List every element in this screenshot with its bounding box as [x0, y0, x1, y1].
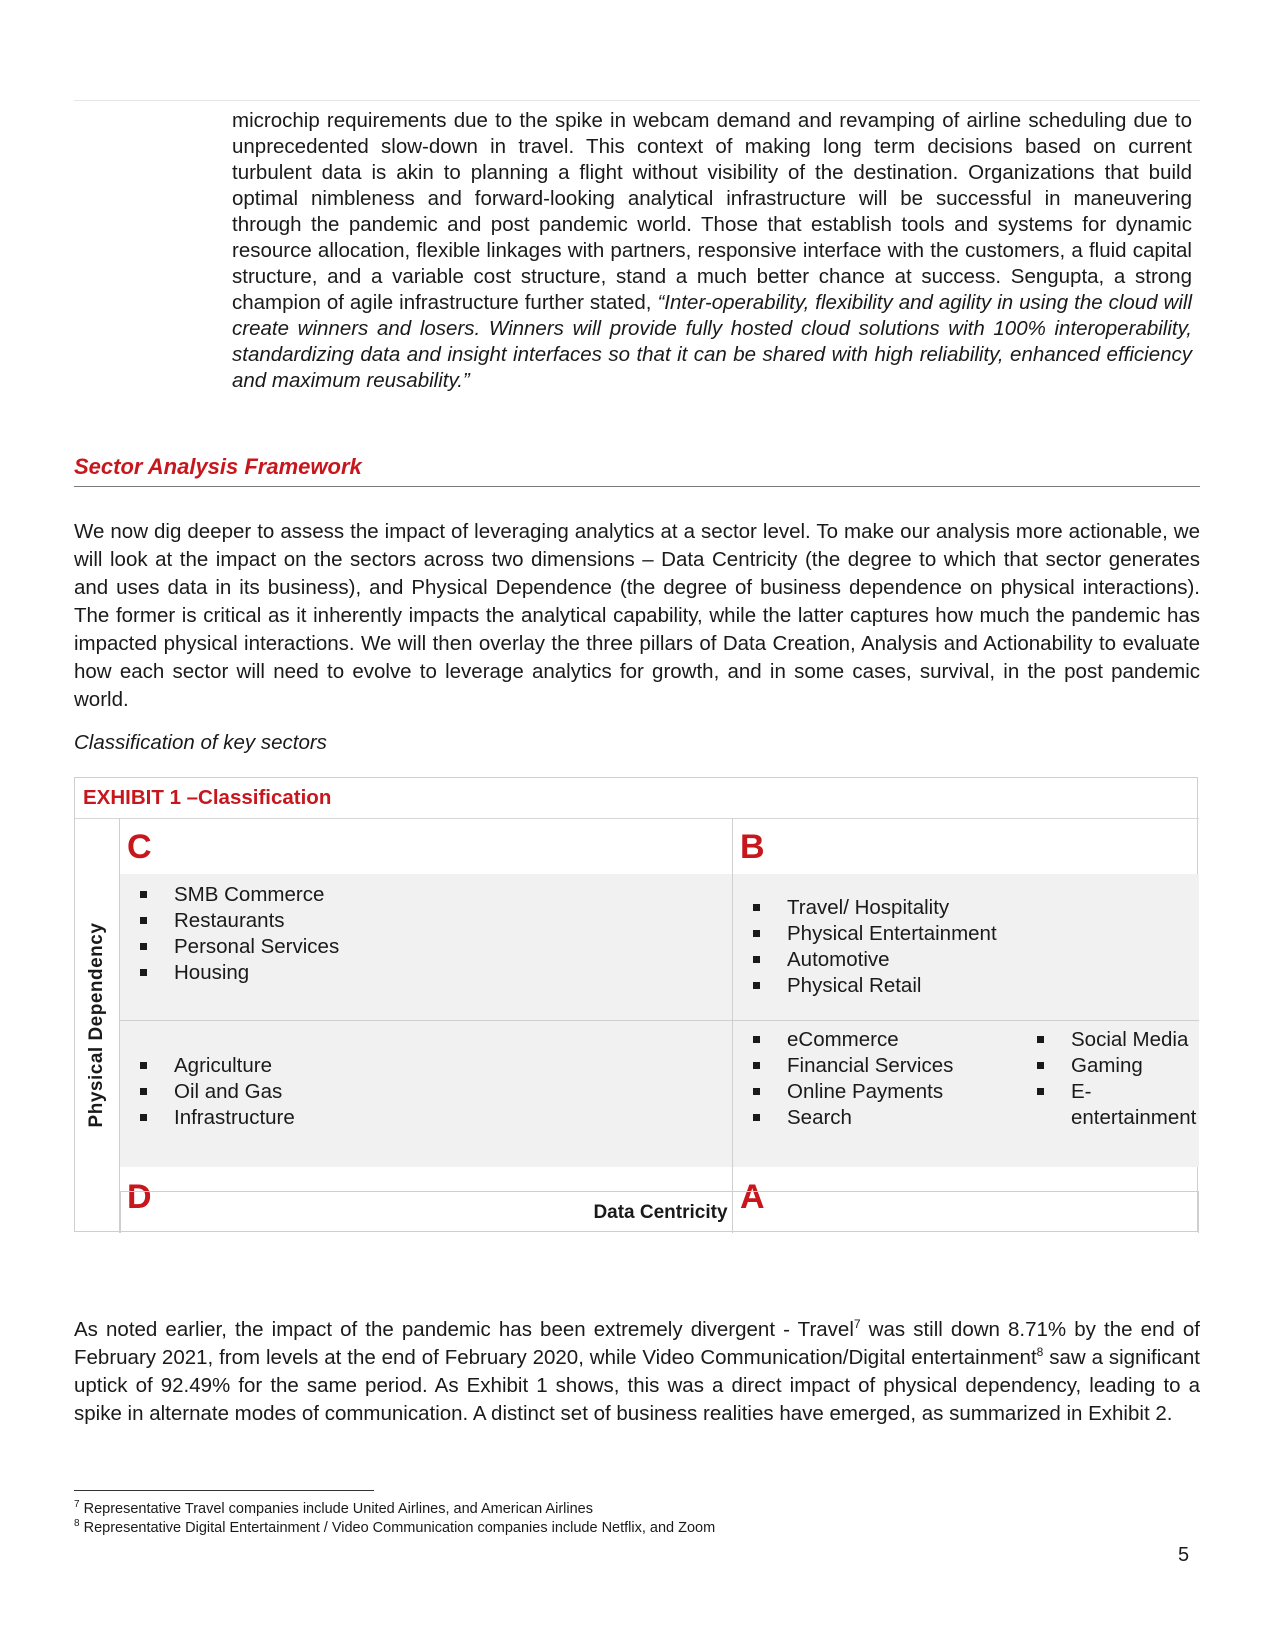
footnote-ref-8: 8 — [1036, 1345, 1044, 1360]
list-item: Agriculture — [128, 1053, 295, 1079]
list-item: SMB Commerce — [128, 882, 339, 908]
exhibit-title-rule — [75, 818, 1199, 819]
quadrant-b — [733, 874, 1199, 1020]
closing-paragraph — [74, 1316, 1200, 1428]
intro-paragraph — [232, 108, 1192, 394]
list-item: Financial Services — [741, 1053, 953, 1079]
list-item: Restaurants — [128, 908, 339, 934]
quadrant-d-letter: D — [127, 1178, 152, 1216]
exhibit-title: EXHIBIT 1 –Classification — [83, 786, 332, 809]
intro-quote: “Inter-operability, flexibility and agility in using the cloud will create winners and losers. Winners will provide fully hosted cloud solutions with 100% interoperability, standardizing data and insight interfaces so that it can be shared with high reliability, enhanced efficiency and maximum reusability.” — [232, 291, 1192, 392]
list-item: E-entertainment — [1025, 1079, 1199, 1131]
intro-text: microchip requirements due to the spike in webcam demand and revamping of airline scheduling due to unprecedented slow-down in travel. This context of making long term decisions based on current turbulent data is akin to planning a flight without visibility of the destination. Organizations that build optimal nimbleness and forward-looking analytical infrastructure will be successful in maneuvering through the pandemic and post pandemic world. Those that establish tools and systems for dynamic resource allocation, flexible linkages with partners, responsive interface with the customers, a fluid capital structure, and a variable cost structure, stand a much better chance at success. Sengupta, a strong champion of agile infrastructure further stated, — [232, 109, 1192, 314]
closing-text-3: saw a significant uptick of 92.49% for the same period. As Exhibit 1 shows, this was a direct impact of physical dependency, leading to a spike in alternate modes of communication. A distinct set of business realities have emerged, as summarized in Exhibit 2. — [74, 1346, 1201, 1425]
quadrant-a-list-right — [1025, 1027, 1199, 1131]
list-item: Travel/ Hospitality — [741, 895, 997, 921]
quadrant-a — [733, 1021, 1199, 1167]
quadrant-b-letter: B — [740, 828, 765, 866]
page-number: 5 — [1178, 1544, 1190, 1566]
footnote-mark: 7 — [74, 1499, 80, 1511]
quadrant-vertical-divider — [732, 818, 733, 1233]
list-item: Oil and Gas — [128, 1079, 295, 1105]
x-axis-box — [120, 1191, 1199, 1233]
exhibit-caption: Classification of key sectors — [74, 731, 327, 754]
list-item: Gaming — [1025, 1053, 1199, 1079]
x-axis-label: Data Centricity — [593, 1202, 728, 1223]
list-item: eCommerce — [741, 1027, 953, 1053]
list-item: Physical Retail — [741, 973, 997, 999]
quadrant-horizontal-divider — [120, 1020, 1199, 1021]
exhibit-1-matrix — [74, 777, 1198, 1232]
list-item: Infrastructure — [128, 1105, 295, 1131]
quadrant-d-list — [128, 1053, 295, 1131]
quadrant-a-letter: A — [740, 1178, 765, 1216]
footnote-7 — [74, 1500, 593, 1518]
list-item: Search — [741, 1105, 953, 1131]
closing-text-2: was still down 8.71% by the end of February 2021, from levels at the end of February 2020, while Video Communication/Digital entertainment — [74, 1318, 1200, 1369]
section-heading-rule — [74, 486, 1200, 487]
footnote-text: Representative Digital Entertainment / Video Communication companies include Netflix, and Zoom — [83, 1520, 716, 1536]
list-item: Physical Entertainment — [741, 921, 997, 947]
list-item: Automotive — [741, 947, 997, 973]
footnote-text: Representative Travel companies include United Airlines, and American Airlines — [83, 1501, 593, 1517]
quadrant-d — [120, 1021, 732, 1167]
footnote-ref-7: 7 — [853, 1317, 861, 1332]
closing-text-1: As noted earlier, the impact of the pandemic has been extremely divergent - Travel — [74, 1318, 854, 1341]
header-rule — [74, 100, 1200, 101]
footnote-8 — [74, 1519, 715, 1537]
quadrant-c — [120, 874, 732, 1020]
quadrant-c-list — [128, 882, 339, 986]
list-item: Social Media — [1025, 1027, 1199, 1053]
list-item: Housing — [128, 960, 339, 986]
quadrant-c-letter: C — [127, 828, 152, 866]
list-item: Personal Services — [128, 934, 339, 960]
list-item: Online Payments — [741, 1079, 953, 1105]
footnote-mark: 8 — [74, 1518, 80, 1530]
quadrant-b-list — [741, 895, 997, 999]
footnote-rule — [74, 1490, 374, 1491]
y-axis-label: Physical Dependency — [86, 922, 107, 1128]
section-heading: Sector Analysis Framework — [74, 454, 362, 479]
section-paragraph: We now dig deeper to assess the impact of leveraging analytics at a sector level. To make our analysis more actionable, we will look at the impact on the sectors across two dimensions – Data Centricity (the degree to which that sector generates and uses data in its business), and Physical Dependence (the degree of business dependence on physical interactions). The former is critical as it inherently impacts the analytical capability, while the latter captures how much the pandemic has impacted physical interactions. We will then overlay the three pillars of Data Creation, Analysis and Actionability to evaluate how each sector will need to evolve to leverage analytics for growth, and in some cases, survival, in the post pandemic world. — [74, 520, 1200, 711]
quadrant-a-list-left — [741, 1027, 953, 1131]
